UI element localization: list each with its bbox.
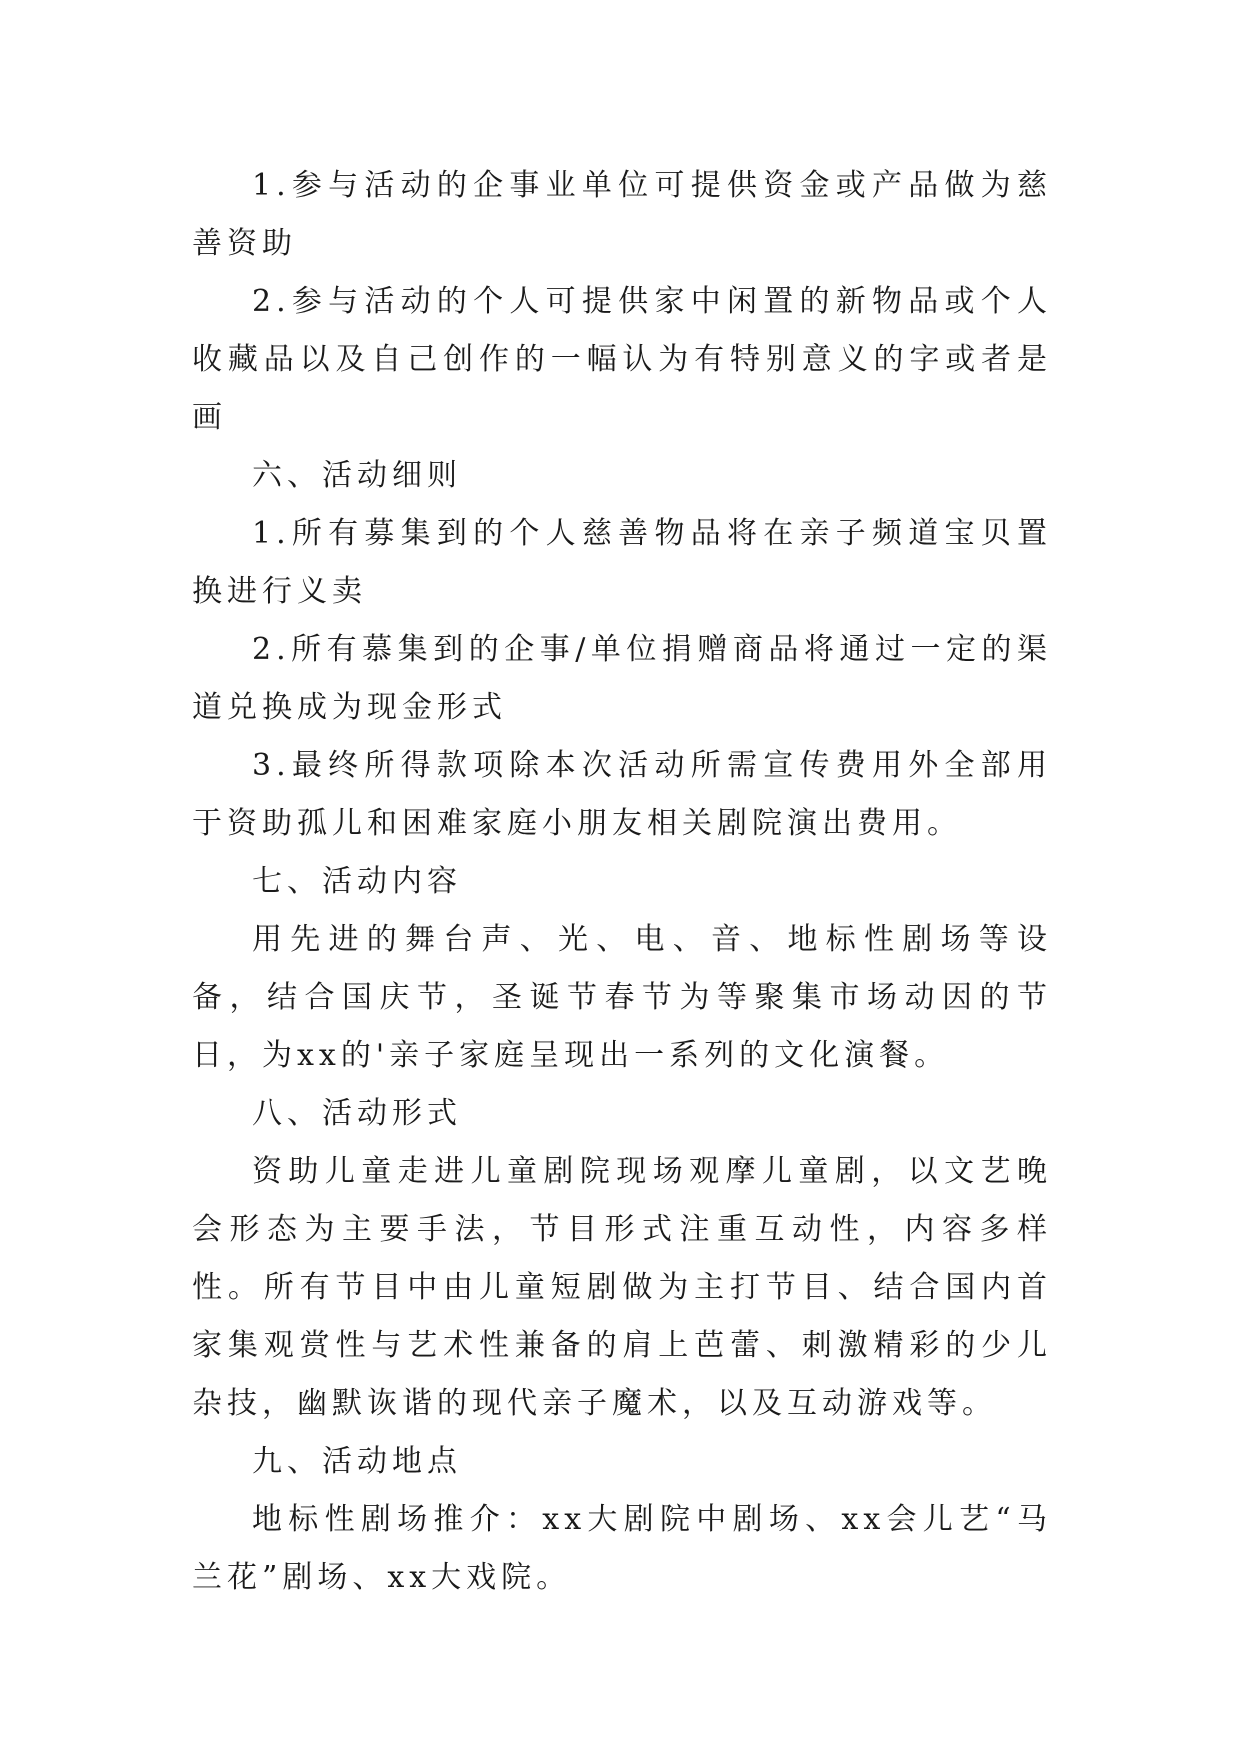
paragraph-item-2-personal-items: 2.参与活动的个人可提供家中闲置的新物品或个人收藏品以及自己创作的一幅认为有特别意义的字或者是画 — [192, 284, 1052, 435]
paragraph-rule-1-charity-sale: 1.所有募集到的个人慈善物品将在亲子频道宝贝置换进行义卖 — [192, 516, 1052, 609]
paragraph-rule-2-donation-conversion: 2.所有慕集到的企事/单位捐赠商品将通过一定的渠道兑换成为现金形式 — [192, 632, 1052, 725]
section-heading-location: 九、活动地点 — [252, 1444, 462, 1479]
paragraph-location-description: 地标性剧场推介：xx大剧院中剧场、xx会儿艺“马兰花”剧场、xx大戏院。 — [192, 1502, 1052, 1595]
paragraph-item-1-enterprise-funding: 1.参与活动的企事业单位可提供资金或产品做为慈善资助 — [192, 168, 1052, 261]
section-heading-rules: 六、活动细则 — [252, 458, 462, 493]
section-heading-content: 七、活动内容 — [252, 864, 462, 899]
paragraph-content-description: 用先进的舞台声、光、电、音、地标性剧场等设备，结合国庆节，圣诞节春节为等聚集市场动因的节日，为xx的'亲子家庭呈现出一系列的文化演餐。 — [192, 922, 1052, 1073]
section-heading-format: 八、活动形式 — [252, 1096, 462, 1131]
paragraph-format-description: 资助儿童走进儿童剧院现场观摩儿童剧，以文艺晚会形态为主要手法，节目形式注重互动性，内容多样性。所有节目中由儿童短剧做为主打节目、结合国内首家集观赏性与艺术性兼备的肩上芭蕾、刺激精彩的少儿杂技，幽默诙谐的现代亲子魔术，以及互动游戏等。 — [192, 1154, 1052, 1421]
paragraph-rule-3-funds-use: 3.最终所得款项除本次活动所需宣传费用外全部用于资助孤儿和困难家庭小朋友相关剧院演出费用。 — [192, 748, 1052, 841]
document-body — [192, 157, 1052, 1607]
